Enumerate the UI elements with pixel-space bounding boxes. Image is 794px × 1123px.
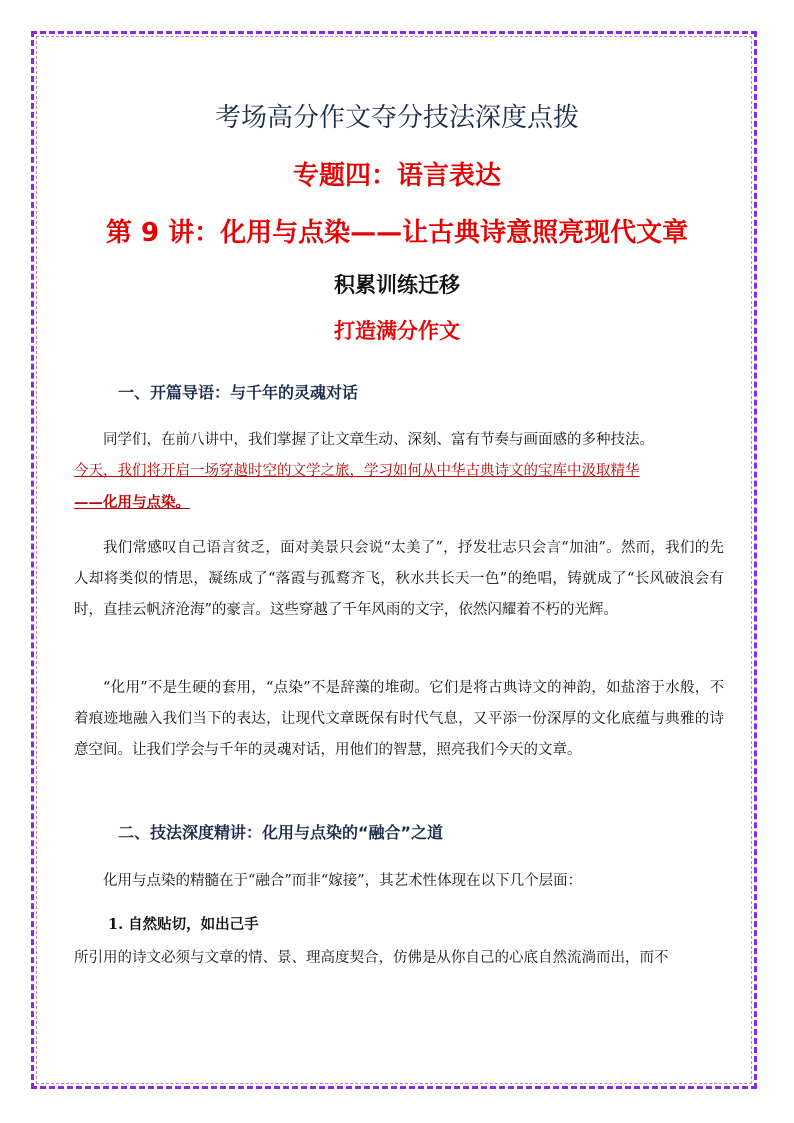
section2-sub1-paragraph: 所引用的诗文必须与文章的情、景、理高度契合，仿佛是从你自己的心底自然流淌而出，而不	[74, 950, 669, 966]
section1-paragraph-3: “化用”不是生硬的套用，“点染”不是辞藻的堆砌。它们是将古典诗文的神韵，如盐溶于水般，不着痕迹地融入我们当下的表达，让现代文章既保有时代气息，又平添一份深厚的文化底蕴与典雅的诗意空间。让我们学会与千年的灵魂对话，用他们的智慧，照亮我们今天的文章。	[74, 680, 724, 758]
section1-paragraph-2: 我们常感叹自己语言贫乏，面对美景只会说“太美了”，抒发壮志只会言“加油”。然而，我们的先人却将类似的情思，凝练成了“落霞与孤鹜齐飞，秋水共长天一色”的绝唱，铸就成了“长风破浪会有时，直挂云帆济沧海”的豪言。这些穿越了千年风雨的文字，依然闪耀着不朽的光辉。	[74, 540, 724, 618]
section1-highlight-line-2	[74, 487, 724, 519]
section1-highlight-line-1: 今天，我们将开启一场穿越时空的文学之旅，学习如何从中华古典诗文的宝库中汲取精华	[74, 463, 640, 479]
lecture-title: 第 9 讲：化用与点染——让古典诗意照亮现代文章	[105, 218, 689, 248]
subtitle-accumulate: 积累训练迁移	[334, 273, 460, 297]
document-title: 考场高分作文夺分技法深度点拨	[214, 103, 579, 133]
section1-paragraph-1: 同学们，在前八讲中，我们掌握了让文章生动、深刻、富有节奏与画面感的多种技法。	[103, 432, 654, 448]
section2-heading: 二、技法深度精讲：化用与点染的“融合”之道	[118, 823, 444, 842]
topic-title: 专题四：语言表达	[292, 161, 501, 191]
section1-heading: 一、开篇导语：与千年的灵魂对话	[118, 383, 359, 402]
subtitle-essay: 打造满分作文	[334, 319, 460, 343]
section2-sub1-heading: 1. 自然贴切，如出己手	[108, 916, 259, 933]
section2-paragraph-1: 化用与点染的精髓在于“融合”而非“嫁接”，其艺术性体现在以下几个层面：	[103, 873, 583, 889]
highlight-keyword: ——化用与点染。	[74, 494, 190, 511]
